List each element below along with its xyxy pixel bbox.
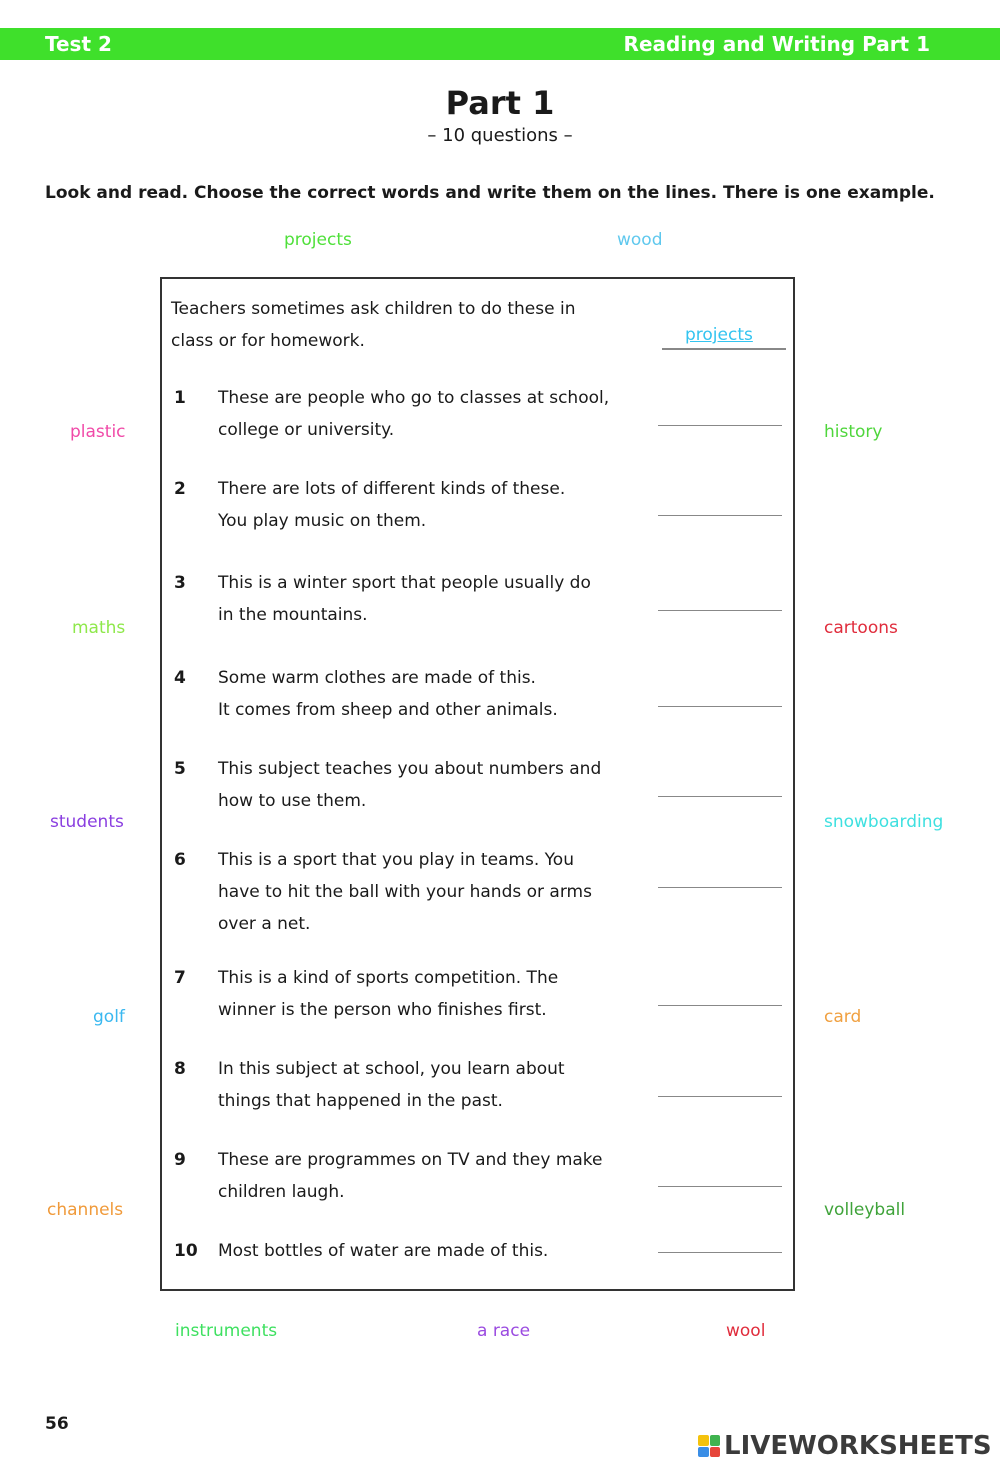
instructions: Look and read. Choose the correct words and write them on the lines. There is one example.: [45, 183, 935, 203]
question-text-line: This is a winter sport that people usually do: [218, 573, 591, 593]
question-number: 3: [174, 573, 186, 593]
question-text-line: over a net.: [218, 914, 311, 934]
example-answer: projects: [685, 325, 753, 345]
word-instruments[interactable]: instruments: [175, 1321, 278, 1341]
answer-line[interactable]: [658, 515, 782, 516]
question-text-line: things that happened in the past.: [218, 1091, 503, 1111]
section-label: Reading and Writing Part 1: [623, 32, 930, 56]
answer-line[interactable]: [658, 425, 782, 426]
question-text-line: have to hit the ball with your hands or arms: [218, 882, 592, 902]
question-number: 10: [174, 1241, 198, 1261]
word-projects[interactable]: projects: [284, 230, 352, 250]
header-bar: [0, 28, 1000, 60]
question-text-line: Most bottles of water are made of this.: [218, 1241, 549, 1261]
question-box: [160, 277, 795, 1291]
example-text-line-2: class or for homework.: [171, 331, 365, 351]
liveworksheets-logo-icon: [698, 1435, 720, 1457]
question-text-line: college or university.: [218, 420, 395, 440]
answer-line[interactable]: [658, 1186, 782, 1187]
question-text-line: These are programmes on TV and they make: [218, 1150, 603, 1170]
answer-line[interactable]: [658, 1252, 782, 1253]
question-number: 7: [174, 968, 186, 988]
word-students[interactable]: students: [50, 812, 124, 832]
page-number: 56: [45, 1414, 69, 1434]
answer-line[interactable]: [658, 796, 782, 797]
word-history[interactable]: history: [824, 422, 883, 442]
word-golf[interactable]: golf: [93, 1007, 125, 1027]
question-number: 8: [174, 1059, 186, 1079]
question-number: 5: [174, 759, 186, 779]
answer-line[interactable]: [658, 887, 782, 888]
question-number: 6: [174, 850, 186, 870]
word-cartoons[interactable]: cartoons: [824, 618, 898, 638]
question-text-line: These are people who go to classes at school,: [218, 388, 610, 408]
question-text-line: This subject teaches you about numbers and: [218, 759, 602, 779]
question-number: 2: [174, 479, 186, 499]
word-maths[interactable]: maths: [72, 618, 126, 638]
question-text-line: children laugh.: [218, 1182, 345, 1202]
word-card[interactable]: card: [824, 1007, 862, 1027]
question-text-line: It comes from sheep and other animals.: [218, 700, 558, 720]
word-plastic[interactable]: plastic: [70, 422, 126, 442]
word-channels[interactable]: channels: [47, 1200, 124, 1220]
answer-line[interactable]: [658, 1096, 782, 1097]
question-text-line: This is a sport that you play in teams. You: [218, 850, 574, 870]
question-number: 9: [174, 1150, 186, 1170]
answer-line[interactable]: [658, 610, 782, 611]
question-text-line: in the mountains.: [218, 605, 368, 625]
answer-line[interactable]: [658, 706, 782, 707]
example-answer-line: [662, 348, 786, 350]
word-snowboarding[interactable]: snowboarding: [824, 812, 944, 832]
brand-logo: [698, 1431, 992, 1461]
brand-name: LIVEWORKSHEETS: [724, 1431, 992, 1461]
test-label: Test 2: [45, 32, 112, 56]
example-text-line-1: Teachers sometimes ask children to do these in: [171, 299, 576, 319]
question-number: 4: [174, 668, 186, 688]
question-number: 1: [174, 388, 186, 408]
part-subtitle: – 10 questions –: [427, 125, 573, 146]
question-text-line: In this subject at school, you learn about: [218, 1059, 565, 1079]
question-text-line: This is a kind of sports competition. The: [218, 968, 559, 988]
question-text-line: There are lots of different kinds of these.: [218, 479, 566, 499]
answer-line[interactable]: [658, 1005, 782, 1006]
word-a-race[interactable]: a race: [477, 1321, 531, 1341]
word-volleyball[interactable]: volleyball: [824, 1200, 906, 1220]
word-wood[interactable]: wood: [617, 230, 663, 250]
question-text-line: You play music on them.: [218, 511, 427, 531]
question-text-line: winner is the person who finishes first.: [218, 1000, 547, 1020]
question-text-line: Some warm clothes are made of this.: [218, 668, 536, 688]
part-title: Part 1: [445, 84, 555, 122]
question-text-line: how to use them.: [218, 791, 367, 811]
word-wool[interactable]: wool: [726, 1321, 766, 1341]
